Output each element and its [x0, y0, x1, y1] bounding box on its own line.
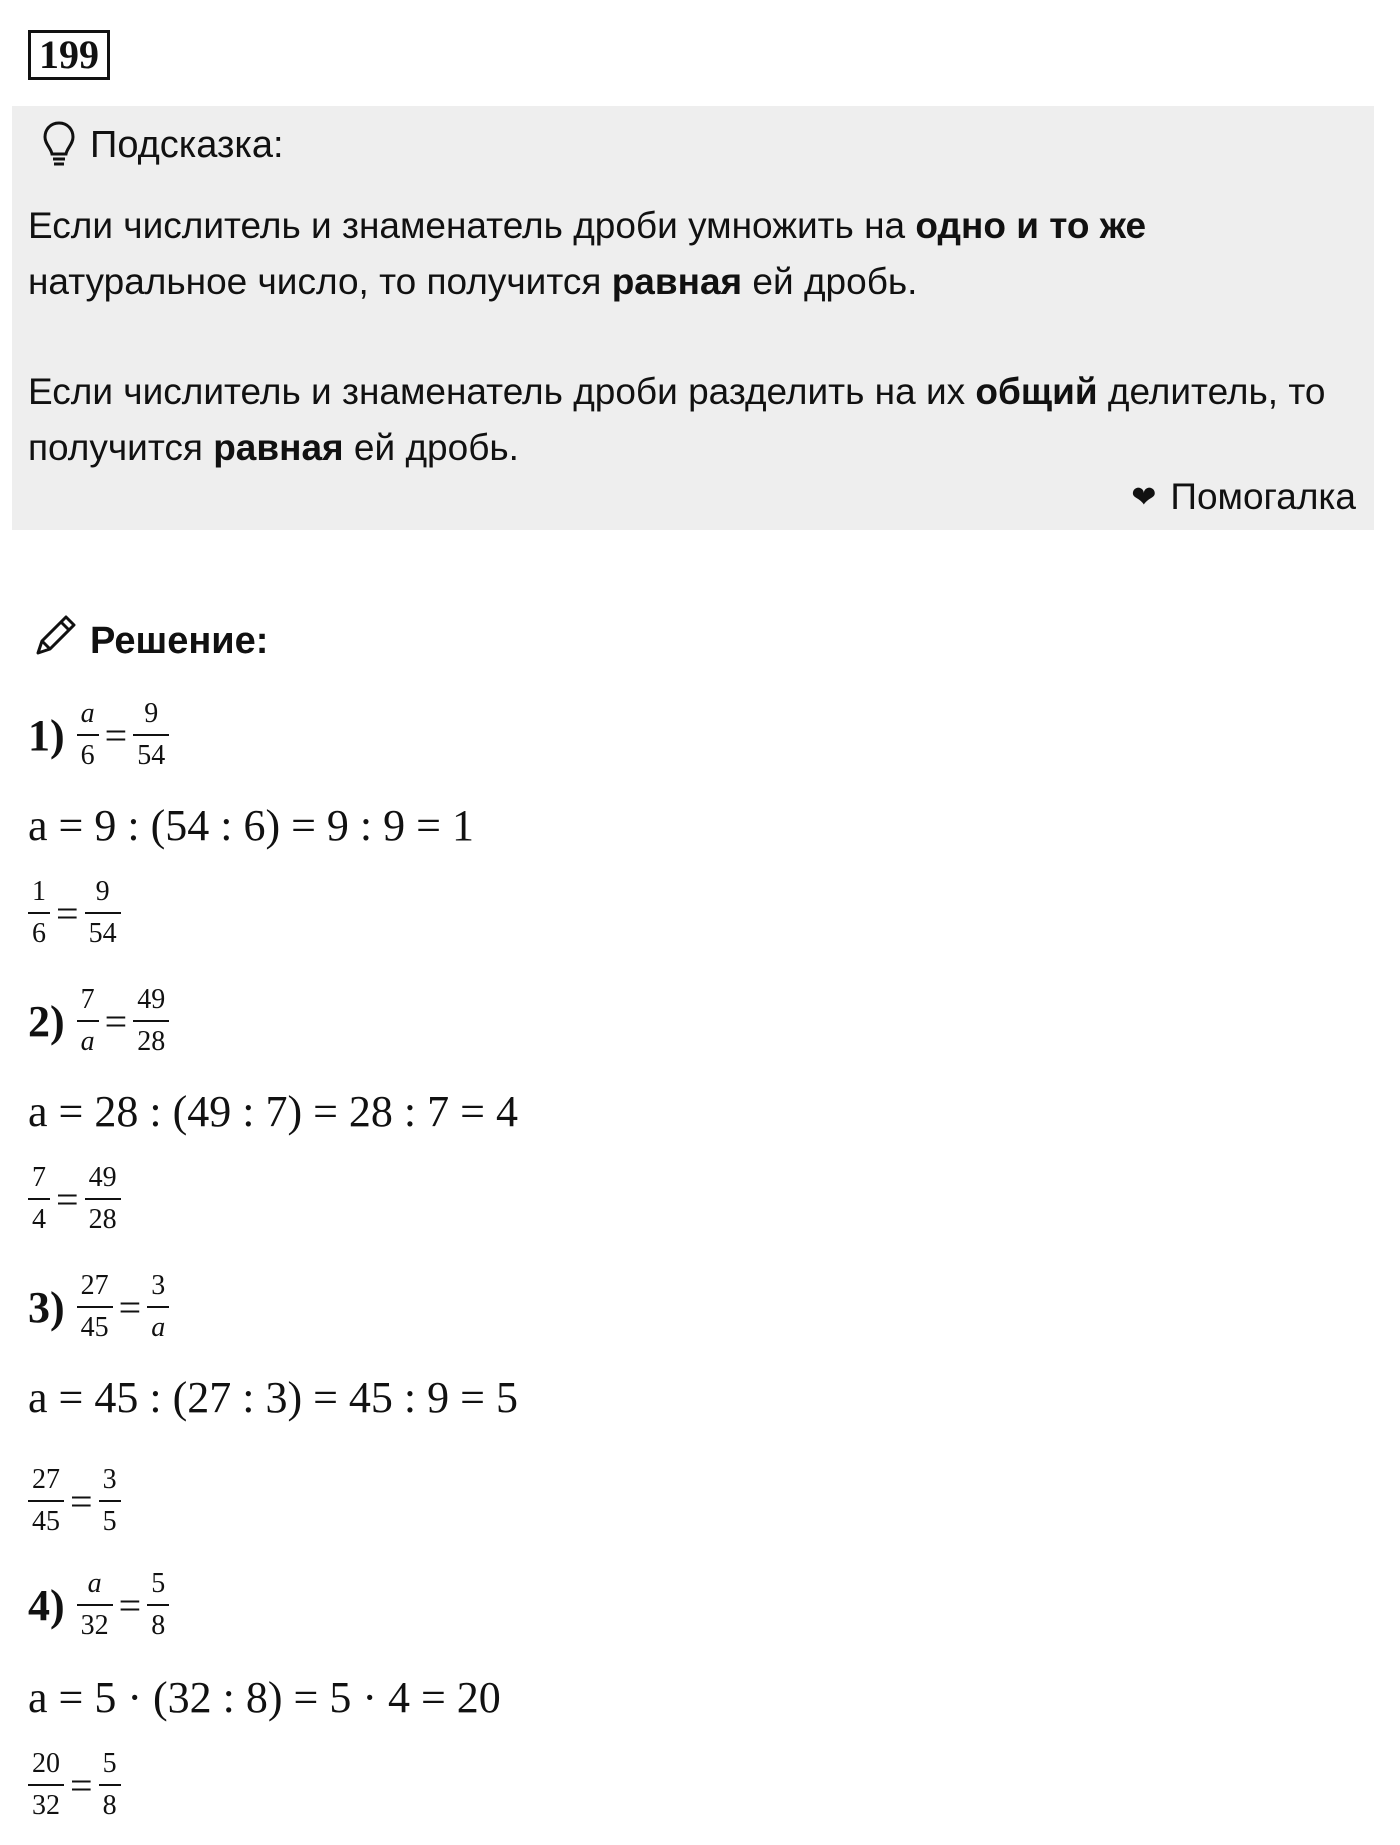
fraction: $\frac{20}{32}$: [28, 1750, 64, 1820]
equals-sign: =: [56, 1176, 79, 1222]
result-3: [28, 1466, 121, 1536]
credit: [1131, 476, 1356, 518]
hint-title: Подсказка:: [90, 123, 284, 166]
result-2: [28, 1164, 121, 1234]
item-label: 3): [28, 1282, 65, 1332]
hint-header: [42, 120, 284, 170]
fraction: $\frac{49}{28}$: [85, 1164, 121, 1234]
fraction: $\frac{9}{54}$: [133, 700, 169, 770]
equals-sign: =: [104, 998, 128, 1044]
fraction: $\frac{49}{28}$: [133, 986, 169, 1056]
item-label: 2): [28, 996, 65, 1046]
item-label: 4): [28, 1580, 65, 1630]
heart-icon: ❤: [1131, 480, 1157, 514]
fraction: $\frac{27}{45}$: [28, 1466, 64, 1536]
fraction: $\frac{a}{6}$: [77, 700, 99, 770]
fraction: $\frac{7}{a}$: [77, 986, 99, 1056]
hint-paragraph-2: Если числитель и знаменатель дроби разделить на их общий делитель, то получится равная ей дробь.: [28, 371, 1326, 468]
fraction: $\frac{3}{a}$: [147, 1272, 169, 1342]
hint-box: [12, 106, 1374, 530]
solution-title: Решение:: [90, 619, 269, 662]
calculation-3: a = 45 : (27 : 3) = 45 : 9 = 5: [28, 1373, 518, 1422]
equals-sign: =: [118, 1582, 142, 1628]
task-number: 199: [28, 30, 110, 80]
pencil-icon: [30, 611, 80, 671]
fraction: $\frac{3}{5}$: [99, 1466, 121, 1536]
calculation-2: a = 28 : (49 : 7) = 28 : 7 = 4: [28, 1087, 518, 1136]
calculation-4: a = 5 · (32 : 8) = 5 · 4 = 20: [28, 1673, 501, 1722]
equals-sign: =: [56, 890, 79, 936]
equals-sign: =: [70, 1762, 93, 1808]
fraction: $\frac{27}{45}$: [77, 1272, 113, 1342]
fraction: $\frac{1}{6}$: [28, 878, 50, 948]
equation-3: [28, 1272, 169, 1342]
equals-sign: =: [104, 712, 128, 758]
equation-2: [28, 986, 169, 1056]
equation-1: [28, 700, 169, 770]
equals-sign: =: [70, 1478, 93, 1524]
item-label: 1): [28, 710, 65, 760]
fraction: $\frac{a}{32}$: [77, 1570, 113, 1640]
equals-sign: =: [118, 1284, 142, 1330]
lightbulb-icon: [42, 120, 76, 170]
fraction: $\frac{5}{8}$: [147, 1570, 169, 1640]
fraction: $\frac{7}{4}$: [28, 1164, 50, 1234]
fraction: $\frac{5}{8}$: [99, 1750, 121, 1820]
result-1: [28, 878, 121, 948]
fraction: $\frac{9}{54}$: [85, 878, 121, 948]
solution-header: [30, 614, 268, 668]
credit-text: Помогалка: [1170, 476, 1356, 517]
result-4: [28, 1750, 121, 1820]
calculation-1: a = 9 : (54 : 6) = 9 : 9 = 1: [28, 801, 474, 850]
equation-4: [28, 1570, 169, 1640]
hint-paragraph-1: Если числитель и знаменатель дроби умножить на одно и то же натуральное число, то получится равная ей дробь.: [28, 205, 1147, 302]
